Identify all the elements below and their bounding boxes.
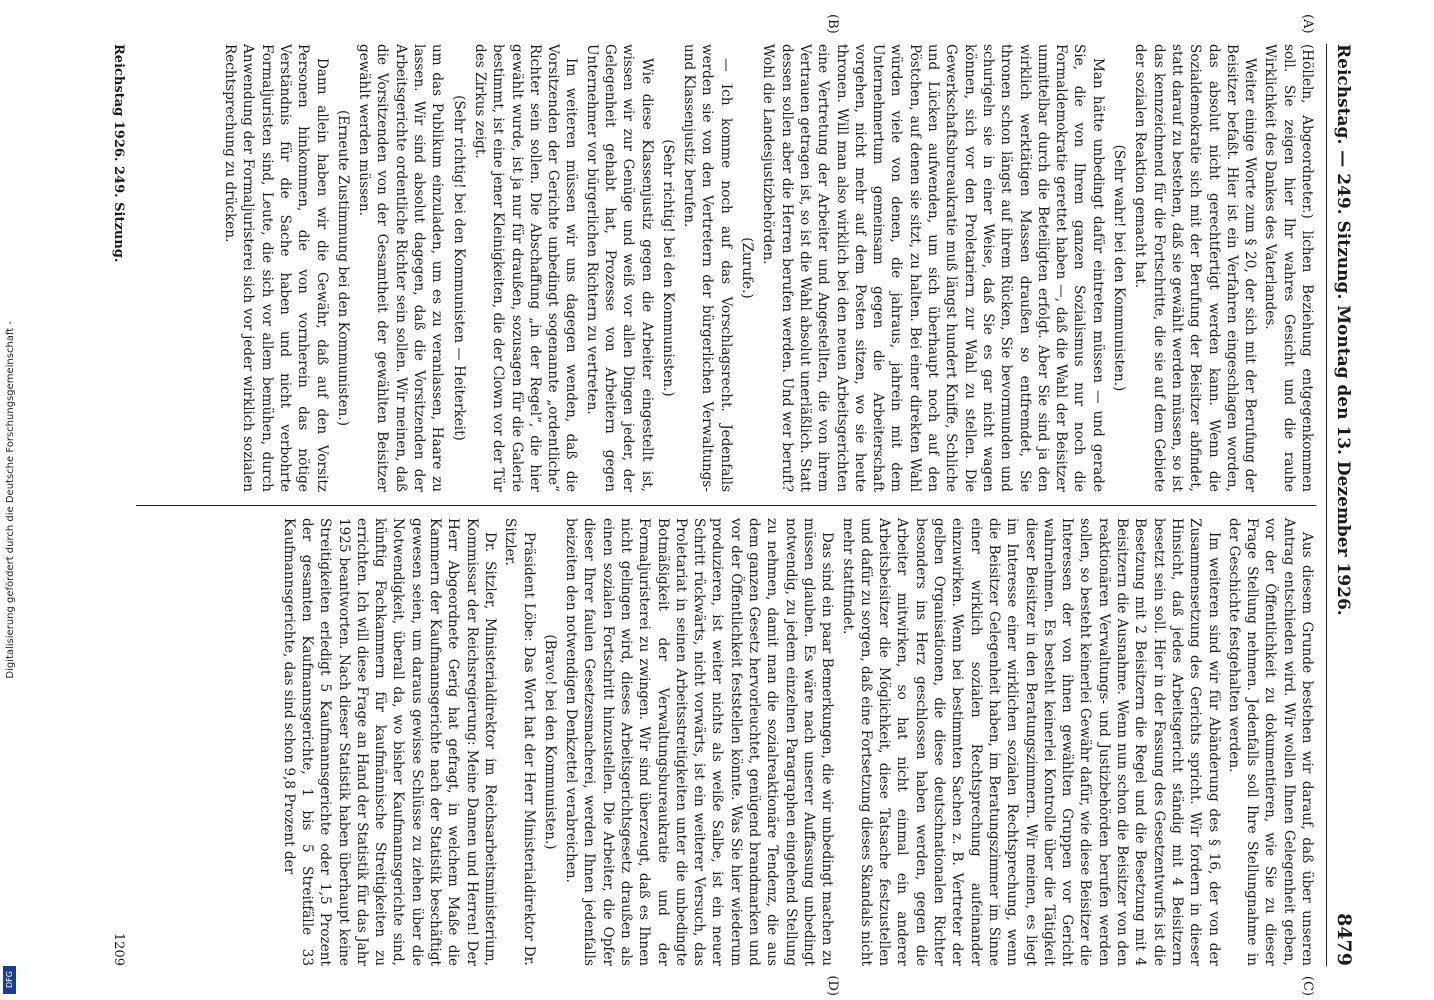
interjection: (Sehr richtig! bei den Kommunisten.) [659, 139, 676, 397]
paragraph: Präsident Löbe: Das Wort hat der Herr Ministerialdirektor Dr. Sitzler. [502, 518, 537, 966]
footer-number: 1209 [111, 932, 126, 966]
paragraph: um das Publikum einzuladen, um es zu veranlassen, Haare zu lassen. Wir sind absolut dagegen, daß die Vorsitzenden der Arbeitsgerichte ordentliche Richter sein sollen. Wir meinen, daß die Vorsitzenden von der Gesamtheit der gewählten Beisitzer gewählt werden müssen. [356, 44, 446, 492]
column-divider [136, 505, 1316, 506]
margin-mark-d: (D) [825, 975, 840, 996]
interjection: (Zurufe.) [739, 237, 756, 299]
margin-mark-b: (B) [825, 14, 840, 34]
page-title: Reichstag. — 249. Sitzung. Montag den 13. Dezember 1926. [1333, 44, 1353, 616]
left-column [136, 14, 1316, 492]
paragraph: Das sind ein paar Bemerkungen, die wir unbedingt machen zu müssen glauben. Es wäre nach unserer Auffassung unbedingt notwendig, zu jedem einzelnen Paragraphen eingehend Stellung zu nehmen, damit man die sozialreaktionäre Tendenz, die aus dem ganzen Gesetz hervorleuchtet, genügend brandmarken und vor der Öffentlichkeit feststellen könnte. Was Sie hier wiederum produzieren, ist weiter nichts als weiße Salbe, ist ein neuer Schritt rückwärts, nicht vorwärts, ist ein weiterer Versuch, das Proletariat in seinen Arbeitsstreitigkeiten unter die unbedingte Botmäßigkeit der Verwaltungsbureaukratie und der Formaljuristerei zu zwingen. Wir sind überzeugt, daß es Ihnen nicht gelingen wird, dieses Arbeitsgerichtsgesetz draußen als einen sozialen Fortschritt hinzustellen. Die Arbeiter, die Opfer dieser Ihrer faulen Gesetzesmacherei, werden Ihnen jedenfalls beizeiten den notwendigen Denkzettel verabreichen. [563, 518, 836, 966]
right-column [136, 518, 1316, 996]
interjection: (Sehr richtig! bei den Kommunisten — Heiterkeit) [450, 95, 467, 441]
margin-mark-c: (C) [1300, 975, 1315, 996]
paragraph: Wie diese Klassenjustiz gegen die Arbeiter eingestellt ist, wissen wir zur Genüge und weiß vor allen Dingen jeder, der Gelegenheit gehabt hat, Prozesse von Arbeitern gegen Unternehmer vor bürgerlichen Richtern zu vertreten. [583, 44, 655, 492]
interjection: (Bravo! bei den Kommunisten.) [541, 634, 558, 850]
interjection: (Erneute Zustimmung bei den Kommunisten.) [334, 109, 351, 427]
page-footer [111, 44, 130, 966]
paragraph: Im weiteren sind wir für Abänderung des § 16, der von der Zusammensetzung des Gerichts spricht. Wir fordern in dieser Hinsicht, daß jedes Arbeitsgericht ständig mit 4 Beisitzern besetzt sein soll. Hier in der Fassung des Gesetzentwurfs ist die Besetzung mit 2 Beisitzern die Regel und die Besetzung mit 4 Beisitzern die Ausnahme. Wenn nun schon die Beisitzer von den reaktionären Verwaltungs- und Justizbehörden berufen werden sollen, so besteht keinerlei Gewähr dafür, wie diese Beisitzer die Interessen der von ihnen gewählten Gruppen vor Gericht wahrnehmen. Es besteht keinerlei Kontrolle über die Tätigkeit dieser Beisitzer in den Beratungszimmern. Wir meinen, es liegt im Interesse einer wirklichen sozialen Rechtsprechung, wenn die Beisitzer Gelegenheit haben, im Beratungszimmer im Sinne einer wirklich sozialen Rechtsprechung aufeinander einzuwirken. Wenn bei bestimmten Sachen z. B. Vertreter der gelben Organisationen, die diese deutschnationalen Richter besonders ins Herz geschlossen haben werden, gegen die Arbeiter mitwirken, so hat nicht einmal ein anderer Arbeitsbeisitzer die Möglichkeit, diese Tatsache festzustellen und dafür zu sorgen, daß eine Fortsetzung dieses Skandals nicht mehr stattfindet. [839, 518, 1222, 966]
paragraph: Dr. Sitzler, Ministerialdirektor im Reichsarbeitsministerium, Kommissar der Reichsregierung: Meine Damen und Herren! Der Herr Abgeordnete Gerig hat gefragt, in welchem Maße die Kammern der Kaufmannsgerichte nach der Statistik beschäftigt gewesen seien, um daraus gewisse Schlüsse zu ziehen über die Notwendigkeit, überall da, wo bisher Kaufmannsgerichte sind, künftig Fachkammern für kaufmännische Streitigkeiten zu errichten. Ich will diese Frage an Hand der Statistik für das Jahr 1925 beantworten. Nach dieser Statistik haben überhaupt keine Streitigkeiten erledigt 5 Kaufmannsgerichte oder 1,5 Prozent der gesamten Kaufmannsgerichte, 1 bis 5 Streitfälle 33 Kaufmannsgerichte, das sind schon 9,8 Prozent der [280, 518, 498, 966]
paragraph: Im weiteren müssen wir uns dagegen wenden, daß die Vorsitzenden der Gerichte unbedingt sogenannte „ordentliche“ Richter sein sollen. Die Abschaffung „in der Regel“, die hier gewählt wurde, ist ja nur für draußen, sozusagen für die Galerie bestimmt, ist eine jener Kleinigkeiten, die der Clown vor der Tür des Zirkus zeigt. [471, 44, 580, 492]
paragraph: Dann allein haben wir die Gewähr, daß auf den Vorsitz Personen hinkommen, die von vornherein das nötige Verständnis für die Sache haben und nicht verbohrte Formaljuristen sind, Leute, die sich vor allem bemühen, durch Anwendung der Formaljuristerei sich vor jeder wirklich sozialen Rechtsprechung zu drücken. [222, 44, 330, 492]
margin-mark-a: (A) [1300, 14, 1315, 34]
page-header [1326, 44, 1355, 966]
footer-session: Reichstag 1926. 249. Sitzung. [111, 44, 126, 263]
text-columns [136, 14, 1316, 996]
paragraph: — Ich komme noch auf das Vorschlagsrecht. Jedenfalls werden sie von den Vertretern der bürgerlichen Verwaltungs- und Klassenjustiz berufen. [681, 44, 734, 492]
paragraph: Weiter einige Worte zum § 20, der sich mit der Berufung der Beisitzer befaßt. Hier ist ein Verfahren eingeschlagen worden, das absolut nicht gerechtfertigt werden kann. Wenn die Sozialdemokratie sich mit der Berufung der Beisitzer abfindet, statt darauf zu bestehen, daß sie gewählt werden müssen, so ist das kennzeichnend für die Fortschritte, die sie auf dem Gebiete der sozialen Reaktion gemacht hat. [1132, 44, 1259, 492]
credit-text: Digitalisierung gefördert durch die Deutsche Forschungsgemeinschaft - [4, 321, 16, 679]
paragraph: Man hätte unbedingt dafür eintreten müssen — und gerade Sie, die von Ihrem ganzen Sozialismus nur noch die Formaldemokratie gerettet haben —, daß die Wahl der Beisitzer unmittelbar durch die Beteiligten erfolgt. Aber Sie sind ja den wirklich werktätigen Massen draußen so entfremdet, Sie thronen schon längst auf ihrem Rücken, Sie bevormunden und schurigeln sie in einer Weise, daß Sie es gar nicht wagen können, sich vor den Proletariern zur Wahl zu stellen. Die Gewerkschaftsbureaukratie muß längst hundert Kniffe, Schliche und Lücken aufwenden, um sich überhaupt noch auf den Pöstchen, auf denen sie sitzt, zu halten. Bei einer direkten Wahl würden viele von denen, die jahraus, jahrein mit dem Unternehmertum gemeinsam gegen die Arbeiterschaft vorgehen, nicht mehr auf dem Posten sitzen, wo sie heute thronen. Will man also wirklich bei den neuen Arbeitsgerichten eine Vertretung der Arbeiter und Angestellten, die von ihrem Vertrauen getragen ist, so ist die Wahl absolut unerläßlich. Statt dessen sollen aber die Herren berufen werden. Und wer beruft? Wohl die Landesjustizbehörden. [760, 44, 1106, 492]
interjection: (Sehr wahr! bei den Kommunisten.) [1111, 144, 1128, 392]
page-number: 8479 [1333, 913, 1355, 966]
document-page [17, 0, 1417, 1000]
dfg-logo: DFG [3, 966, 16, 994]
paragraph: Aus diesem Grunde bestehen wir darauf, daß über unseren Antrag entschieden wird. Wir wollen Ihnen Gelegenheit geben, vor der Öffentlichkeit zu dokumentieren, wie Sie zu dieser Frage Stellung nehmen. Jedenfalls soll Ihre Stellungnahme in der Geschichte festgehalten werden. [1225, 518, 1315, 966]
paragraph: (Hölleln, Abgeordneter.) lichen Beziehung entgegenkommen soll. Sie zeigen hier Ihr wahres Gesicht und die rauhe Wirklichkeit des Dankes des Vaterlandes. [1262, 44, 1315, 492]
